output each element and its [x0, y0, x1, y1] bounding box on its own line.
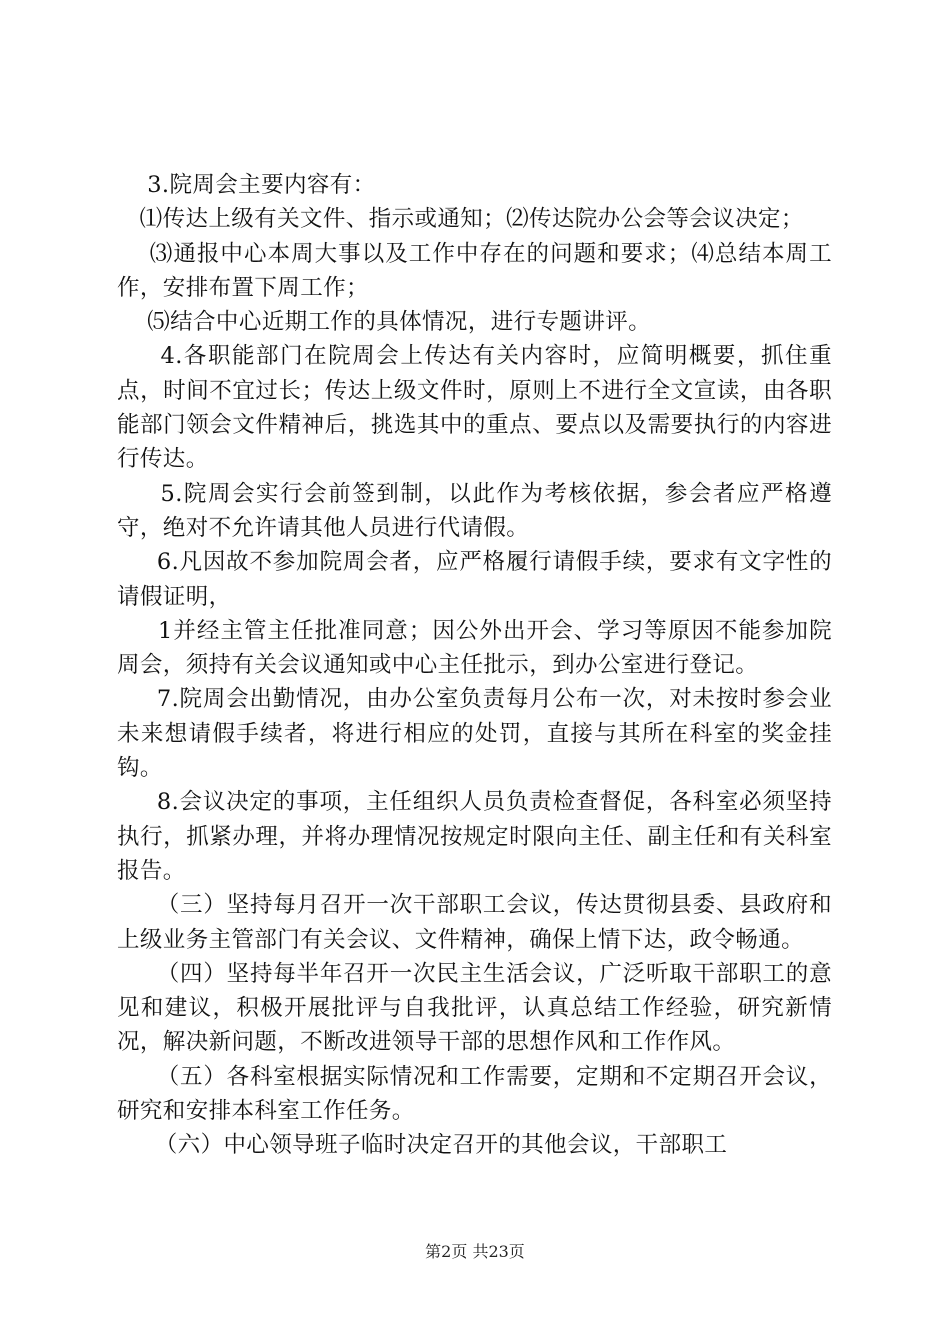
- paragraph-item-5: ⑸结合中心近期工作的具体情况，进行专题讲评。: [117, 309, 652, 336]
- paragraph-item-3-4: ⑶通报中心本周大事以及工作中存在的问题和要求；⑷总结本周工作，安排布置下周工作；: [117, 240, 832, 301]
- section-3: （三）坚持每月召开一次干部职工会议，传达贯彻县委、县政府和上级业务主管部门有关会议、文件精神，确保上情下达，政令畅通。: [117, 892, 832, 953]
- paragraph-7: 7.院周会出勤情况，由办公室负责每月公布一次，对未按时参会业未来想请假手续者，将进行相应的处罚，直接与其所在科室的奖金挂钩。: [117, 686, 833, 782]
- document-body: [117, 168, 832, 1163]
- paragraph-6-continued: 1并经主管主任批准同意；因公外出开会、学习等原因不能参加院周会，须持有关会议通知或中心主任批示，到办公室进行登记。: [117, 617, 832, 679]
- paragraph-3-intro: 3.院周会主要内容有：: [117, 172, 376, 198]
- paragraph-6: 6.凡因故不参加院周会者，应严格履行请假手续，要求有文字性的请假证明，: [117, 549, 833, 610]
- paragraph-item-1-2: ⑴传达上级有关文件、指示或通知；⑵传达院办公会等会议决定；: [117, 206, 804, 233]
- section-6: （六）中心领导班子临时决定召开的其他会议，干部职工: [117, 1132, 728, 1159]
- paragraph-8: 8.会议决定的事项，主任组织人员负责检查督促，各科室必须坚持执行，抓紧办理，并将办理情况按规定时限向主任、副主任和有关科室报告。: [117, 789, 833, 884]
- section-4: （四）坚持每半年召开一次民主生活会议，广泛听取干部职工的意见和建议，积极开展批评与自我批评，认真总结工作经验，研究新情况，解决新问题，不断改进领导干部的思想作风和工作作风。: [117, 960, 832, 1056]
- page-number-footer: 第2页 共23页: [425, 1242, 525, 1261]
- section-5: （五）各科室根据实际情况和工作需要，定期和不定期召开会议，研究和安排本科室工作任务。: [117, 1063, 832, 1125]
- paragraph-5: 5.院周会实行会前签到制，以此作为考核依据，参会者应严格遵守，绝对不允许请其他人员进行代请假。: [117, 480, 832, 541]
- paragraph-4: 4.各职能部门在院周会上传达有关内容时，应简明概要，抓住重点，时间不宜过长；传达上级文件时，原则上不进行全文宣读，由各职能部门领会文件精神后，挑选其中的重点、要点以及需要执行的内容进行传达。: [117, 343, 832, 473]
